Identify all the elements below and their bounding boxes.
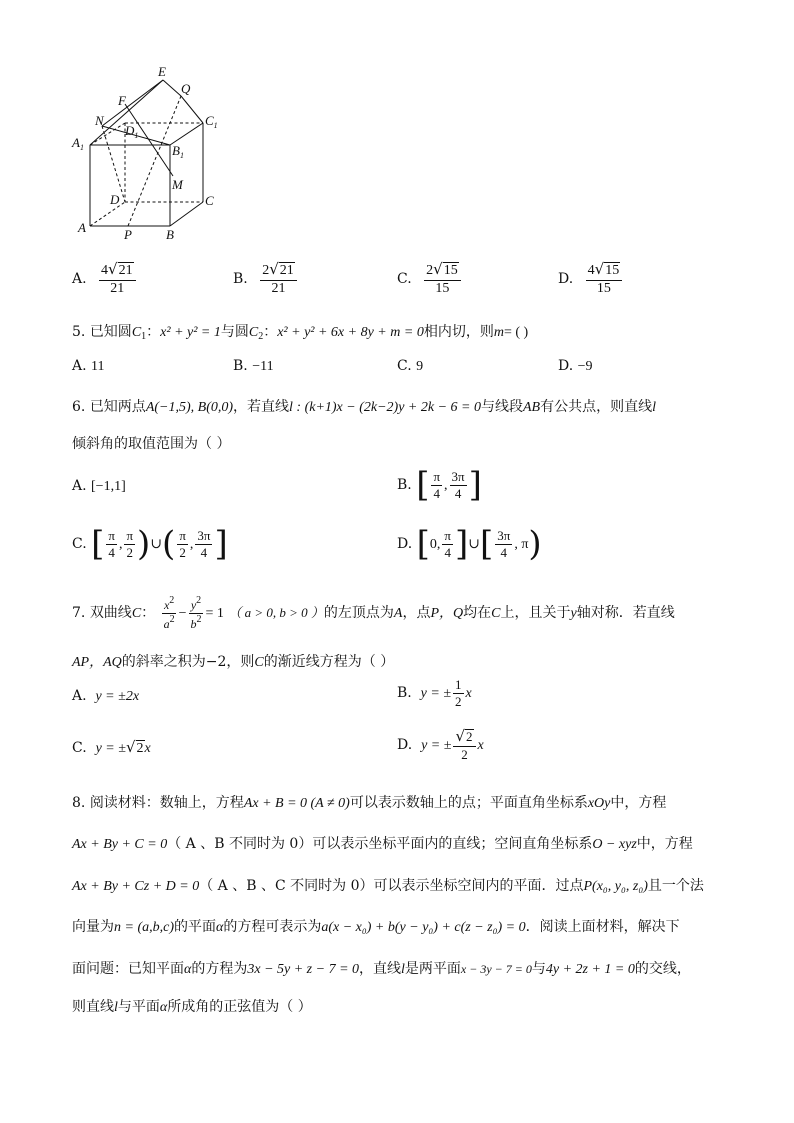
q6-stem-line1: 6. 已知两点A(−1,5), B(0,0)，若直线l : (k+1)x − (2k−2)y + 2k − 6 = 0与线段AB有公共点，则直线l bbox=[72, 399, 656, 415]
q8-line4: 向量为n = (a,b,c)的平面α的方程可表示为a(x − x₀) + b(y − y₀) + c(z − z₀) = 0．阅读上面材料，解决下 bbox=[72, 919, 680, 935]
label-A1: $A_1$ bbox=[72, 135, 84, 152]
dashed-A-D bbox=[90, 202, 125, 226]
q7-option-a[interactable]: A. y = ±2x bbox=[72, 688, 140, 704]
dashed-P-Q bbox=[128, 96, 181, 226]
label-B1: $B_1$ bbox=[172, 143, 184, 160]
q4-option-a[interactable] bbox=[72, 262, 138, 296]
option-letter: B. bbox=[233, 271, 248, 288]
q7-option-d[interactable]: D. y = ± √ 2 2 x bbox=[397, 727, 484, 762]
label-A: A bbox=[78, 220, 86, 235]
q5-option-a[interactable]: A. 11 bbox=[72, 358, 105, 374]
label-P: P bbox=[124, 227, 132, 242]
label-B: B bbox=[166, 227, 174, 242]
edge-F-M bbox=[125, 104, 173, 176]
q6-stem-line2: 倾斜角的取值范围为（ ） bbox=[72, 436, 231, 452]
label-C1: $C_1$ bbox=[205, 113, 218, 130]
label-F: F bbox=[118, 93, 126, 108]
q5-option-c[interactable]: C. 9 bbox=[397, 358, 424, 374]
label-M: M bbox=[172, 177, 183, 192]
geometry-figure bbox=[70, 62, 230, 244]
label-D1: $D_1$ bbox=[125, 123, 139, 140]
edge-E-Q bbox=[163, 80, 181, 96]
q4-option-a-fraction: 4 √ 21 21 bbox=[99, 262, 136, 296]
option-letter: A. bbox=[72, 271, 87, 288]
q8-line6: 则直线l与平面α所成角的正弦值为（ ） bbox=[72, 999, 312, 1015]
q4-option-b-fraction: 2 √ 21 21 bbox=[260, 262, 297, 296]
q8-line2: Ax + By + C = 0（ A 、B 不同时为 0）可以表示坐标平面内的直线；空间直角坐标系O − xyz中，方程 bbox=[72, 836, 693, 852]
q8-line5: 面问题：已知平面α的方程为3x − 5y + z − 7 = 0，直线l是两平面x − 3y − 7 = 0与4y + 2z + 1 = 0的交线， bbox=[72, 961, 691, 977]
q7-option-b[interactable]: B. y = ± $\frac{1}{2}$ x bbox=[397, 677, 472, 709]
dashed-N-D bbox=[102, 126, 125, 202]
q5-stem: 5. 已知圆$C_1$：x² + y² = 1与圆$C_2$：x² + y² + 6x + 8y + m = 0相内切，则m= ( ) bbox=[72, 324, 529, 342]
edge-B1-C1 bbox=[170, 123, 203, 145]
q6-option-d[interactable]: D. [0, $\frac{\pi}{4}$ ]∪[ $\frac{3\pi}{4}$ , π) bbox=[397, 524, 542, 564]
q5-option-d[interactable]: D. −9 bbox=[558, 358, 593, 374]
q6-option-c[interactable]: C. [ $\frac{\pi}{4}$ , $\frac{\pi}{2}$ )∪( $\frac{\pi}{2}$ , $\frac{3\pi}{4}$ ] bbox=[72, 524, 228, 564]
q5-option-b[interactable]: B. −11 bbox=[233, 358, 274, 374]
q4-option-c[interactable] bbox=[397, 262, 463, 296]
label-C: C bbox=[205, 193, 214, 208]
q8-line3: Ax + By + Cz + D = 0（ A 、B 、C 不同时为 0）可以表示坐标空间内的平面．过点P(x₀, y₀, z₀)且一个法 bbox=[72, 878, 704, 894]
q7-option-c[interactable]: C. y = ± √ 2 x bbox=[72, 738, 151, 756]
option-letter: C. bbox=[397, 271, 412, 288]
q7-stem-line2: AP，AQ的斜率之积为−2，则C的渐近线方程为（ ） bbox=[72, 654, 395, 670]
q8-line1: 8. 阅读材料：数轴上，方程Ax + B = 0 (A ≠ 0)可以表示数轴上的点；平面直角坐标系xOy中，方程 bbox=[72, 795, 667, 811]
edge-B-C bbox=[170, 202, 203, 226]
q6-option-a[interactable]: A. [−1,1] bbox=[72, 478, 126, 494]
option-letter: D. bbox=[558, 271, 574, 288]
label-Q: Q bbox=[181, 81, 191, 96]
q4-option-d-fraction: 4 √ 15 15 bbox=[586, 262, 623, 296]
label-D: D bbox=[110, 192, 120, 207]
q7-stem-line1: 7. 双曲线C： $\frac{x^2}{a^2}$ − $\frac{y^2}{b^2}$ = 1 （ a > 0, b > 0 ）的左顶点为A，点P，Q均在C上，且关于y轴对称．若直线 bbox=[72, 595, 675, 631]
q4-option-d[interactable] bbox=[558, 262, 624, 296]
label-N: N bbox=[95, 113, 104, 128]
q4-option-b[interactable] bbox=[233, 262, 299, 296]
q4-option-c-fraction: 2 √ 15 15 bbox=[424, 262, 461, 296]
label-E: E bbox=[158, 64, 166, 79]
edge-N-E bbox=[102, 80, 163, 126]
edge-Q-C1 bbox=[181, 96, 203, 123]
q6-option-b[interactable]: B. [ $\frac{\pi}{4}$ , $\frac{3\pi}{4}$ ] bbox=[397, 465, 482, 505]
